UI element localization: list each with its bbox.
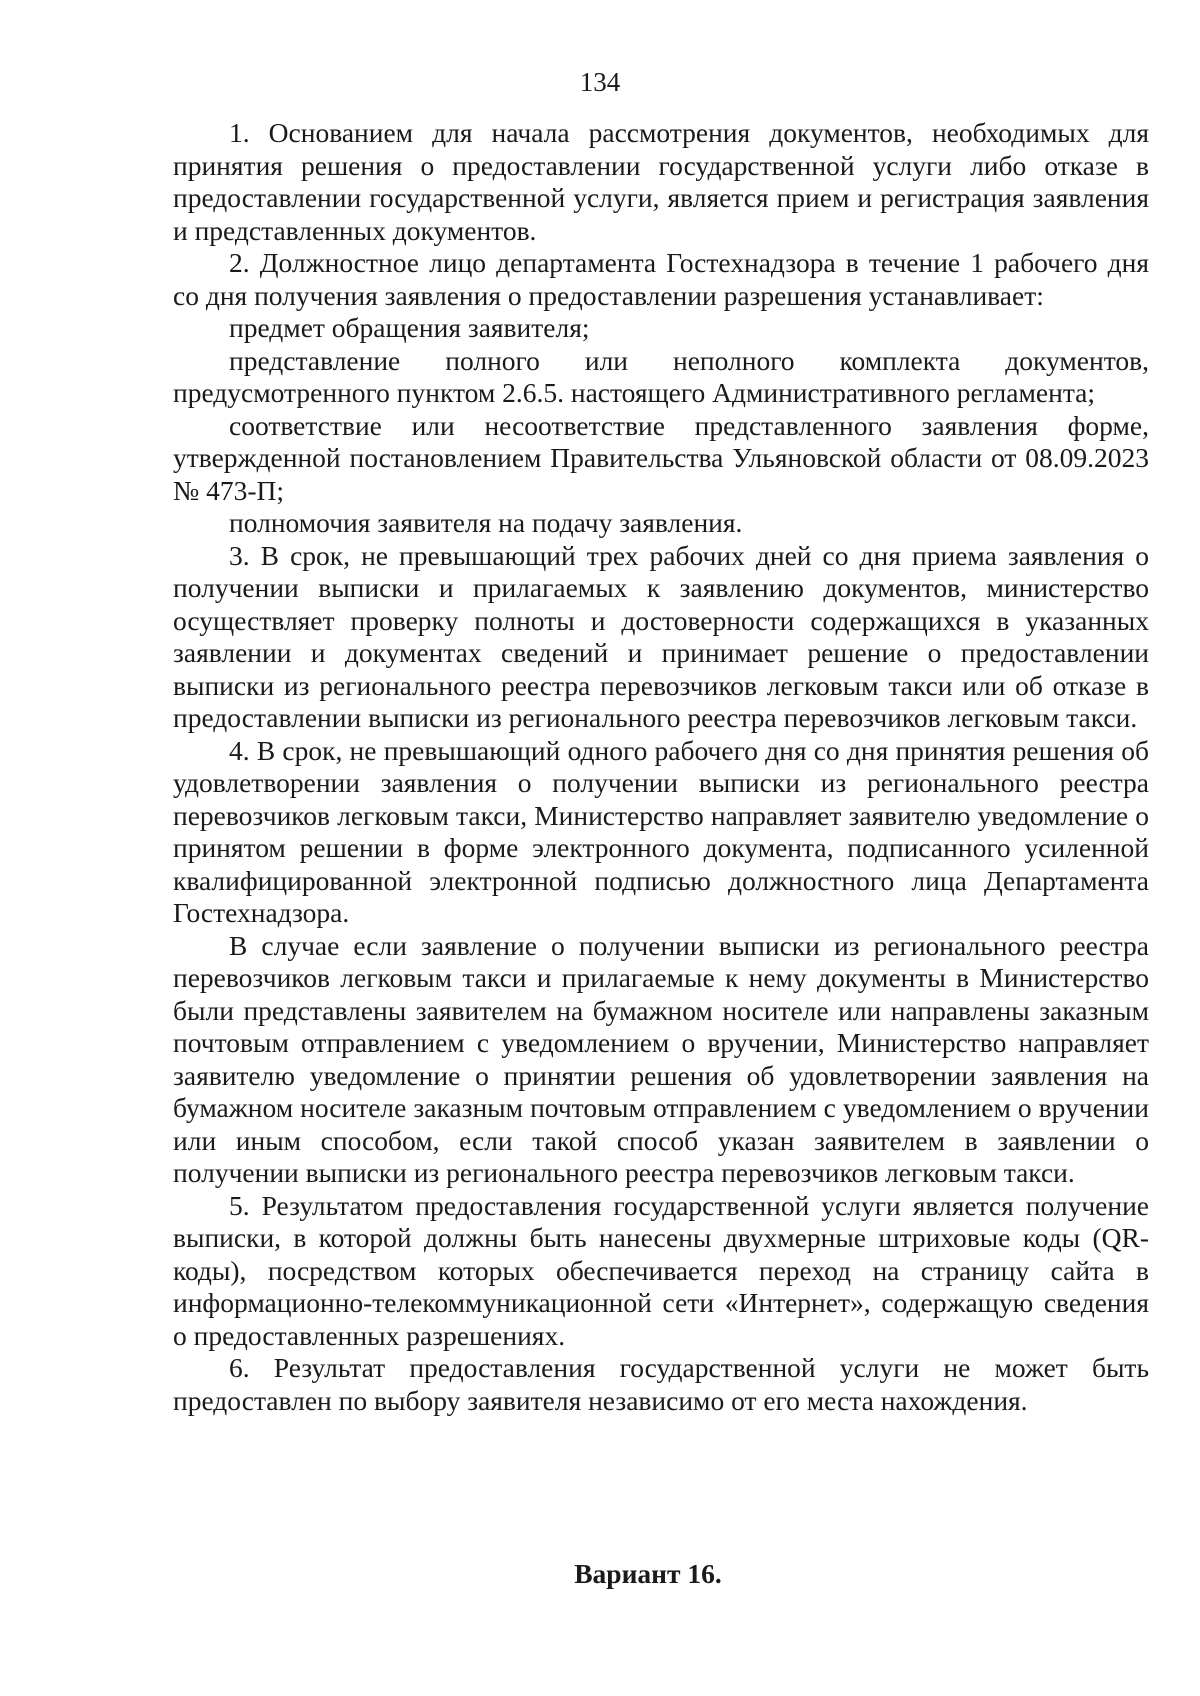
paragraph-item-5: 5. Результатом предоставления государственной услуги является получение выписки, в которой должны быть нанесены двухмерные штриховые коды (QR-коды), посредством которых обеспечивается переход на страницу сайта в информационно-телекоммуникационной сети «Интернет», содержащую сведения о предоставленных разрешениях. xyxy=(173,1189,1149,1351)
paragraph-item-3: 3. В срок, не превышающий трех рабочих дней со дня приема заявления о получении выписки и прилагаемых к заявлению документов, министерство осуществляет проверку полноты и достоверности содержащихся в указанных заявлении и документах сведений и принимает решение о предоставлении выписки из регионального реестра перевозчиков легковым такси или об отказе в предоставлении выписки из регионального реестра перевозчиков легковым такси. xyxy=(173,539,1149,733)
page-number: 134 xyxy=(579,67,621,97)
paragraph-authority: полномочия заявителя на подачу заявления. xyxy=(229,507,743,538)
section-heading: Вариант 16. xyxy=(574,1558,722,1589)
paragraph-item-2: 2. Должностное лицо департамента Гостехнадзора в течение 1 рабочего дня со дня получения заявления о предоставлении разрешения устанавливает: xyxy=(173,247,1149,311)
paragraph-paper-case: В случае если заявление о получении выписки из регионального реестра перевозчиков легковым такси и прилагаемые к нему документы в Министерство были представлены заявителем на бумажном носителе или направлены заказным почтовым отправлением с уведомлением о вручении, Министерство направляет заявителю уведомление о принятии решения об удовлетворении заявления на бумажном носителе заказным почтовым отправлением с уведомлением о вручении или иным способом, если такой способ указан заявителем в заявлении о получении выписки из регионального реестра перевозчиков легковым такси. xyxy=(173,929,1149,1188)
paragraph-item-4: 4. В срок, не превышающий одного рабочего дня со дня принятия решения об удовлетворении заявления о получении выписки из регионального реестра перевозчиков легковым такси, Министерство направляет заявителю уведомление о принятом решении в форме электронного документа, подписанного усиленной квалифицированной электронной подписью должностного лица Департамента Гостехнадзора. xyxy=(173,734,1149,928)
paragraph-documents-set: представление полного или неполного комплекта документов, предусмотренного пунктом 2.6.5. настоящего Административного регламента; xyxy=(173,344,1149,408)
paragraph-item-1: 1. Основанием для начала рассмотрения документов, необходимых для принятия решения о предоставлении государственной услуги либо отказе в предоставлении государственной услуги, является прием и регистрация заявления и представленных документов. xyxy=(173,117,1149,246)
paragraph-subject: предмет обращения заявителя; xyxy=(229,312,590,343)
paragraph-form-compliance: соответствие или несоответствие представленного заявления форме, утвержденной постановлением Правительства Ульяновской области от 08.09.2023 № 473-П; xyxy=(173,409,1149,506)
document-body xyxy=(173,117,1149,1417)
paragraph-item-6: 6. Результат предоставления государственной услуги не может быть предоставлен по выбору заявителя независимо от его места нахождения. xyxy=(173,1352,1149,1416)
